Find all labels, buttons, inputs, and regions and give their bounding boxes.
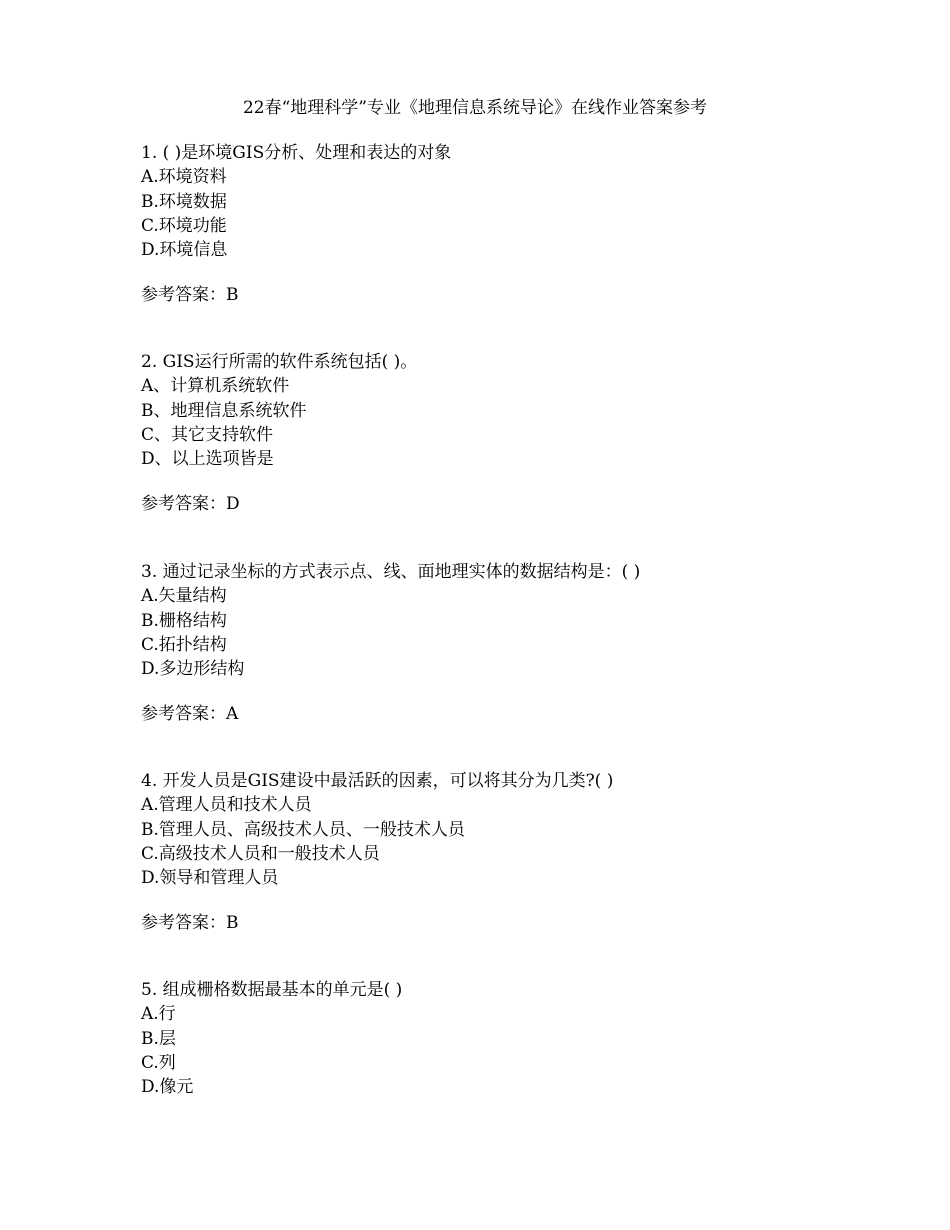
option-d: D.领导和管理人员 (141, 868, 279, 889)
question-stem: 4. 开发人员是GIS建设中最活跃的因素，可以将其分为几类?( ) (141, 771, 614, 791)
option-d: D.多边形结构 (141, 659, 245, 680)
answer-text: 参考答案：D (141, 494, 240, 515)
question-stem: 5. 组成栅格数据最基本的单元是( ) (141, 980, 403, 1000)
question-1 (141, 141, 861, 308)
option-b: B.栅格结构 (141, 610, 227, 631)
question-5 (141, 978, 861, 1099)
option-b: B.层 (141, 1028, 176, 1049)
option-b: B.管理人员、高级技术人员、一般技术人员 (141, 819, 465, 840)
option-d: D.像元 (141, 1077, 194, 1098)
question-stem: 1. ( )是环境GIS分析、处理和表达的对象 (141, 143, 452, 163)
option-c: C.环境功能 (141, 215, 227, 236)
answer-text: 参考答案：B (141, 285, 239, 306)
option-c: C.高级技术人员和一般技术人员 (141, 843, 380, 864)
option-a: A.环境资料 (141, 167, 227, 188)
question-stem: 3. 通过记录坐标的方式表示点、线、面地理实体的数据结构是：( ) (141, 562, 641, 582)
option-a: A.管理人员和技术人员 (141, 795, 312, 816)
question-stem: 2. GIS运行所需的软件系统包括( )。 (141, 352, 418, 372)
option-c: C、其它支持软件 (141, 424, 274, 445)
option-c: C.拓扑结构 (141, 634, 227, 655)
option-d: D.环境信息 (141, 240, 228, 261)
option-a: A、计算机系统软件 (141, 376, 290, 397)
option-b: B.环境数据 (141, 191, 227, 212)
answer-text: 参考答案：B (141, 913, 239, 934)
document-title: 22春“地理科学”专业《地理信息系统导论》在线作业答案参考 (242, 98, 707, 118)
option-c: C.列 (141, 1052, 176, 1073)
option-a: A.矢量结构 (141, 586, 227, 607)
answer-text: 参考答案：A (141, 704, 239, 725)
option-b: B、地理信息系统软件 (141, 400, 307, 421)
question-4 (141, 769, 861, 936)
option-a: A.行 (141, 1004, 176, 1025)
question-2 (141, 350, 861, 517)
option-d: D、以上选项皆是 (141, 449, 274, 470)
question-3 (141, 560, 861, 727)
